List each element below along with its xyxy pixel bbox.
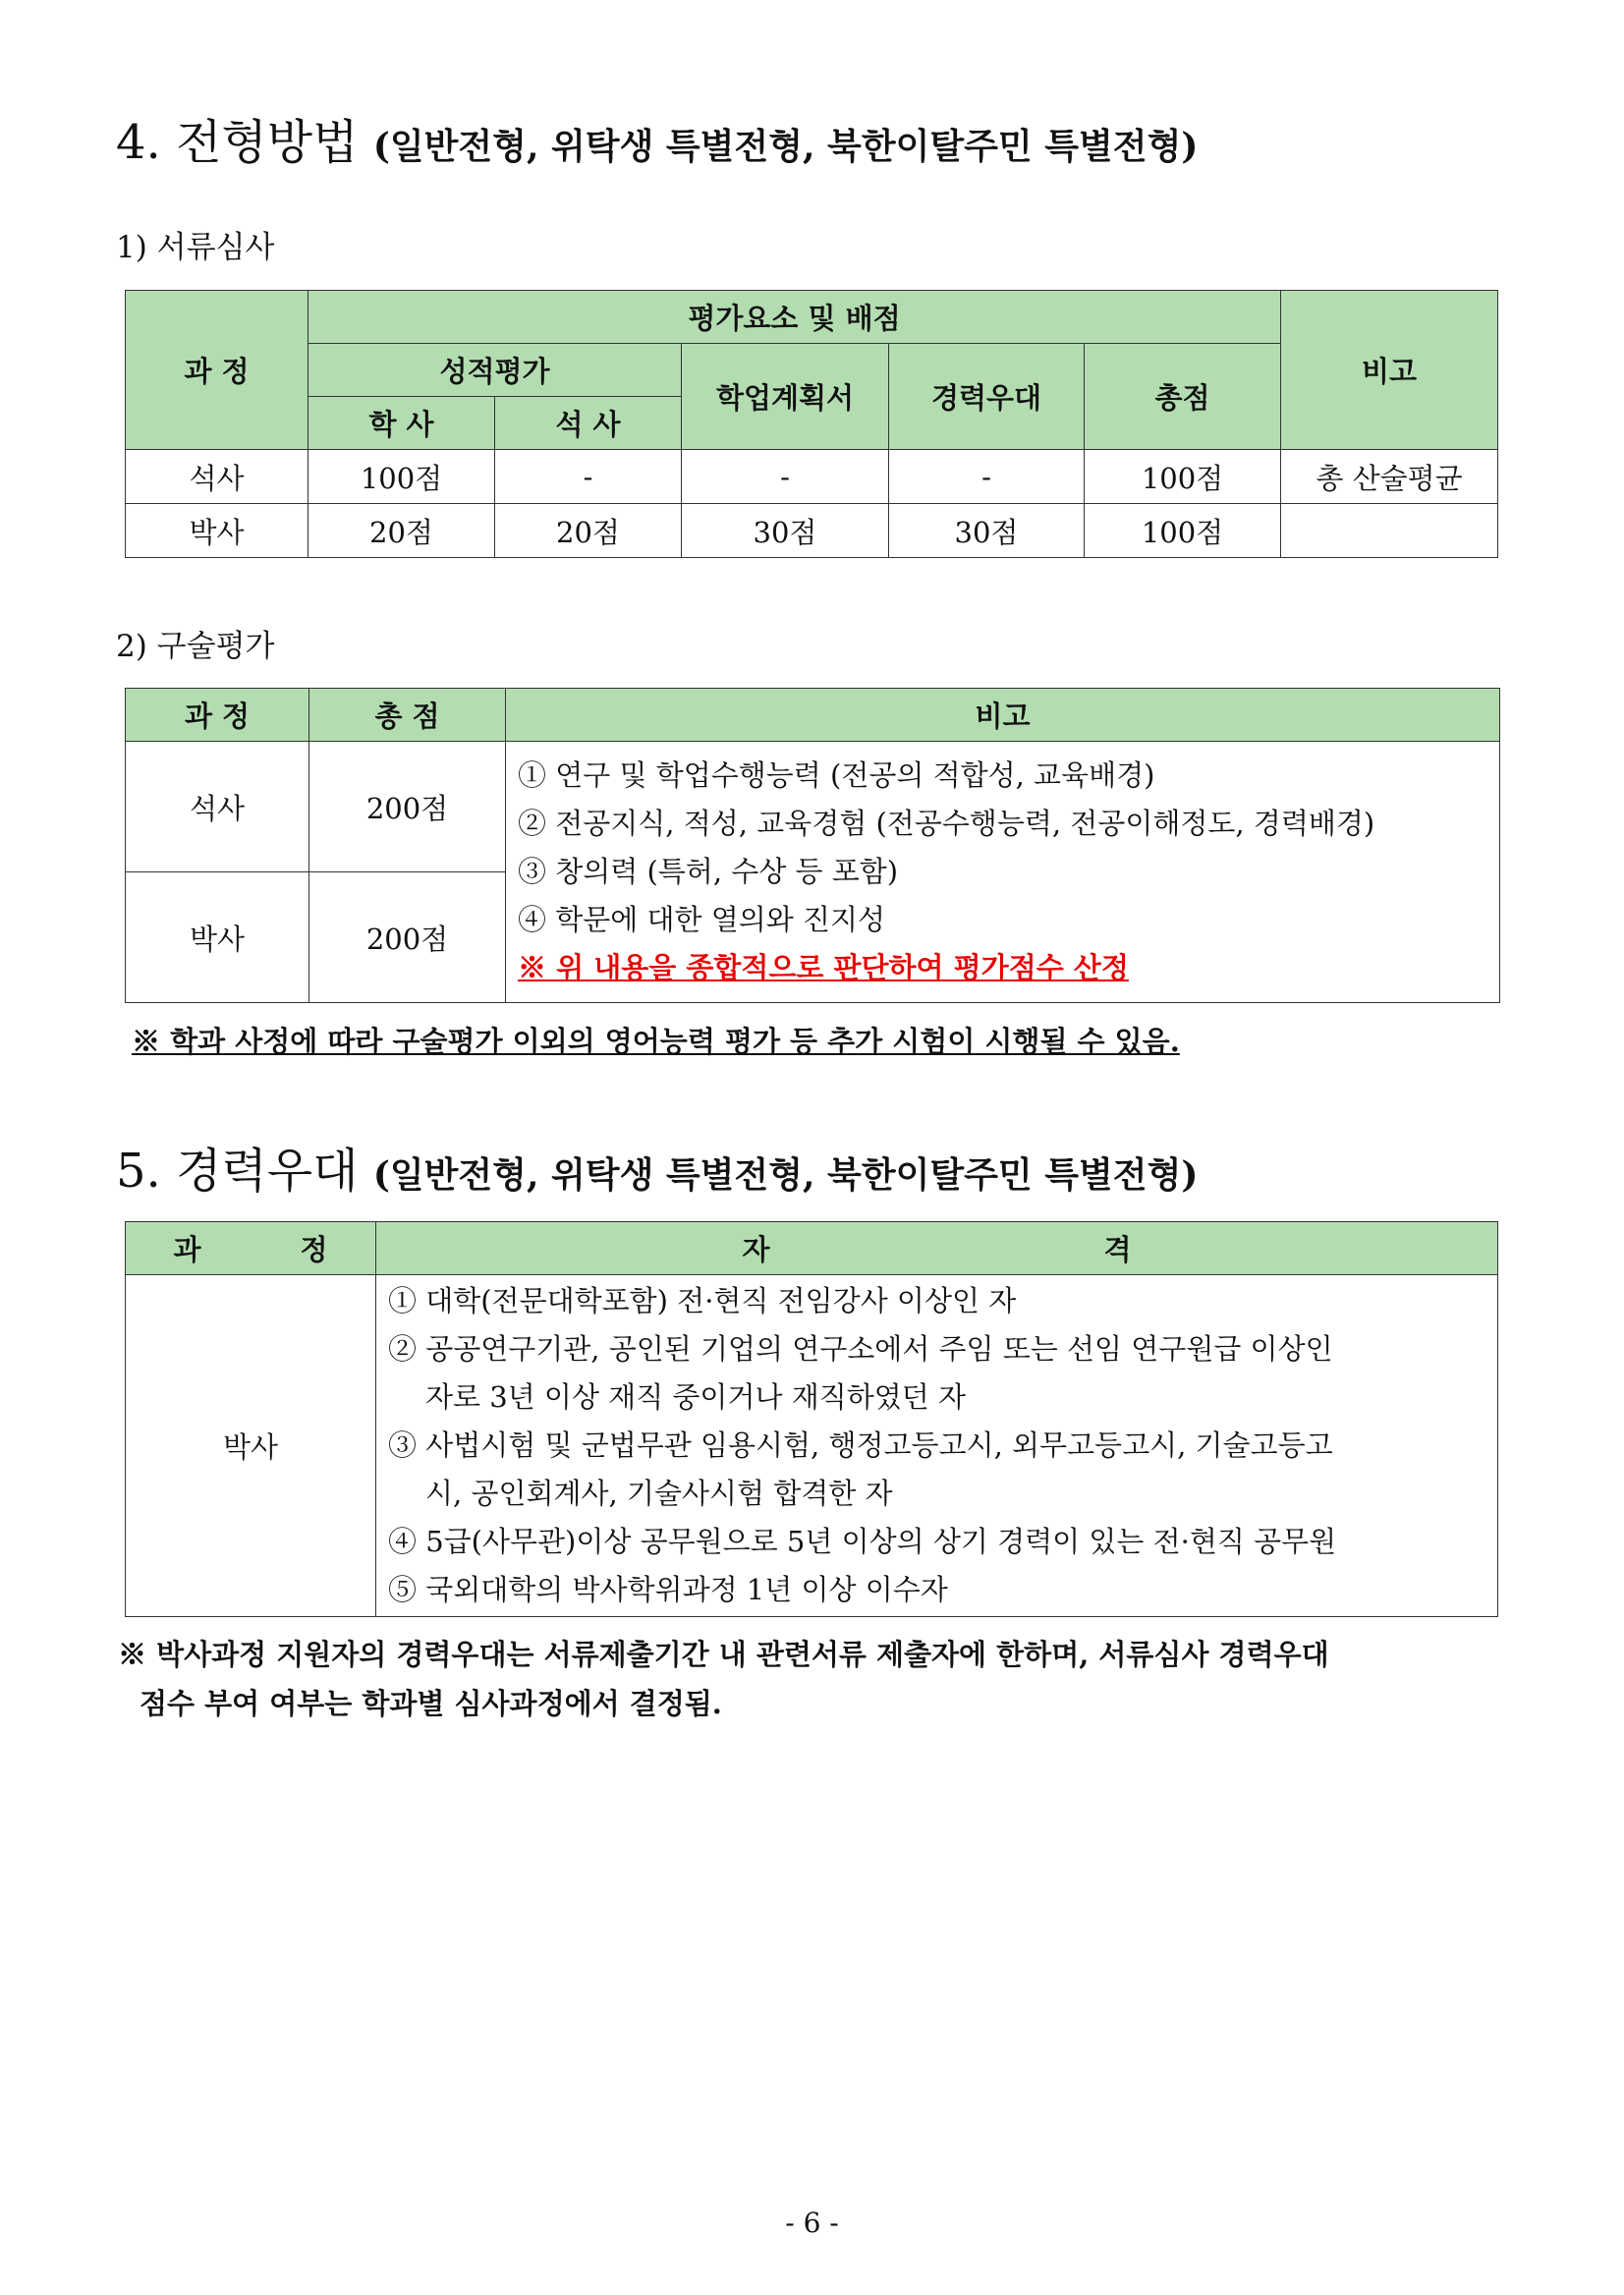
- doc-review-heading: 1) 서류심사: [116, 230, 275, 265]
- cell-course: 박사: [126, 504, 308, 558]
- header-eval-elements: 평가요소 및 배점: [308, 291, 1281, 344]
- page-number: - 6 -: [785, 2207, 839, 2239]
- table-row: [126, 504, 1498, 558]
- cell-total: 200점: [309, 872, 506, 1003]
- qualification-item: ② 공공연구기관, 공인된 기업의 연구소에서 주임 또는 선임 연구원급 이상인: [388, 1332, 1333, 1366]
- criteria-item: ④ 학문에 대한 열의와 진지성: [518, 903, 886, 936]
- section5-subtitle: (일반전형, 위탁생 특별전형, 북한이탈주민 특별전형): [372, 1154, 1199, 1196]
- doc-review-table: [125, 290, 1498, 558]
- header-course: 과 정: [126, 291, 308, 450]
- cell-course: 석사: [126, 450, 308, 504]
- header-course: 과 정: [126, 1222, 376, 1275]
- header-grade-eval: 성적평가: [308, 344, 682, 397]
- qualification-item-cont: 자로 3년 이상 재직 중이거나 재직하였던 자: [425, 1380, 966, 1414]
- cell-plan: -: [682, 450, 889, 504]
- criteria-emphasis: ※ 위 내용을 종합적으로 판단하여 평가점수 산정: [518, 951, 1129, 984]
- header-study-plan: 학업계획서: [682, 344, 889, 450]
- header-master: 석 사: [495, 397, 682, 450]
- criteria-item: ③ 창의력 (특허, 수상 등 포함): [518, 855, 899, 888]
- cell-course: 박사: [126, 1275, 376, 1617]
- oral-eval-heading: 2) 구술평가: [116, 629, 275, 664]
- cell-total: 100점: [1085, 504, 1281, 558]
- criteria-cell: [506, 742, 1500, 1003]
- cell-bachelor: 100점: [308, 450, 495, 504]
- section5-heading: [116, 1142, 1198, 1204]
- cell-note: [1281, 504, 1498, 558]
- header-course: 과 정: [126, 689, 309, 742]
- header-career-pref: 경력우대: [889, 344, 1085, 450]
- cell-plan: 30점: [682, 504, 889, 558]
- qualification-item: ⑤ 국외대학의 박사학위과정 1년 이상 이수자: [388, 1573, 948, 1606]
- table-row: [126, 742, 1500, 872]
- header-qualification-1: 자: [742, 1233, 770, 1266]
- qualification-item: ① 대학(전문대학포함) 전·현직 전임강사 이상인 자: [388, 1284, 1017, 1317]
- table-row: [126, 1275, 1498, 1617]
- cell-bachelor: 20점: [308, 504, 495, 558]
- career-pref-table: [125, 1221, 1498, 1617]
- section5-number: 5.: [116, 1144, 161, 1199]
- header-total: 총 점: [309, 689, 506, 742]
- header-qualification: [376, 1222, 1498, 1275]
- cell-master: 20점: [495, 504, 682, 558]
- section4-heading: [116, 113, 1198, 176]
- cell-career: 30점: [889, 504, 1085, 558]
- cell-course: 석사: [126, 742, 309, 872]
- section5-title: 경력우대: [176, 1144, 359, 1199]
- cell-career: -: [889, 450, 1085, 504]
- header-note: 비고: [506, 689, 1500, 742]
- cell-total: 100점: [1085, 450, 1281, 504]
- table-row: [126, 450, 1498, 504]
- qualification-item: ③ 사법시험 및 군법무관 임용시험, 행정고등고시, 외무고등고시, 기술고등고: [388, 1428, 1333, 1462]
- oral-eval-table: [125, 688, 1500, 1003]
- qualification-cell: [376, 1275, 1498, 1617]
- career-pref-footnote-line2: 점수 부여 여부는 학과별 심사과정에서 결정됨.: [140, 1687, 722, 1720]
- section4-title: 전형방법: [176, 115, 359, 170]
- section4-number: 4.: [116, 115, 161, 170]
- criteria-item: ① 연구 및 학업수행능력 (전공의 적합성, 교육배경): [518, 758, 1155, 792]
- criteria-item: ② 전공지식, 적성, 교육경험 (전공수행능력, 전공이해정도, 경력배경): [518, 807, 1375, 840]
- header-note: 비고: [1281, 291, 1498, 450]
- header-qualification-2: 격: [1103, 1233, 1132, 1266]
- section4-subtitle: (일반전형, 위탁생 특별전형, 북한이탈주민 특별전형): [372, 126, 1199, 167]
- cell-master: -: [495, 450, 682, 504]
- oral-eval-footnote: ※ 학과 사정에 따라 구술평가 이외의 영어능력 평가 등 추가 시험이 시행될 수 있음.: [132, 1025, 1180, 1058]
- cell-course: 박사: [126, 872, 309, 1003]
- cell-note: 총 산술평균: [1281, 450, 1498, 504]
- qualification-item: ④ 5급(사무관)이상 공무원으로 5년 이상의 상기 경력이 있는 전·현직 공무원: [388, 1525, 1337, 1558]
- header-total: 총점: [1085, 344, 1281, 450]
- career-pref-footnote-line1: ※ 박사과정 지원자의 경력우대는 서류제출기간 내 관련서류 제출자에 한하며, 서류심사 경력우대: [118, 1638, 1329, 1671]
- cell-total: 200점: [309, 742, 506, 872]
- qualification-item-cont: 시, 공인회계사, 기술사시험 합격한 자: [425, 1477, 893, 1510]
- header-bachelor: 학 사: [308, 397, 495, 450]
